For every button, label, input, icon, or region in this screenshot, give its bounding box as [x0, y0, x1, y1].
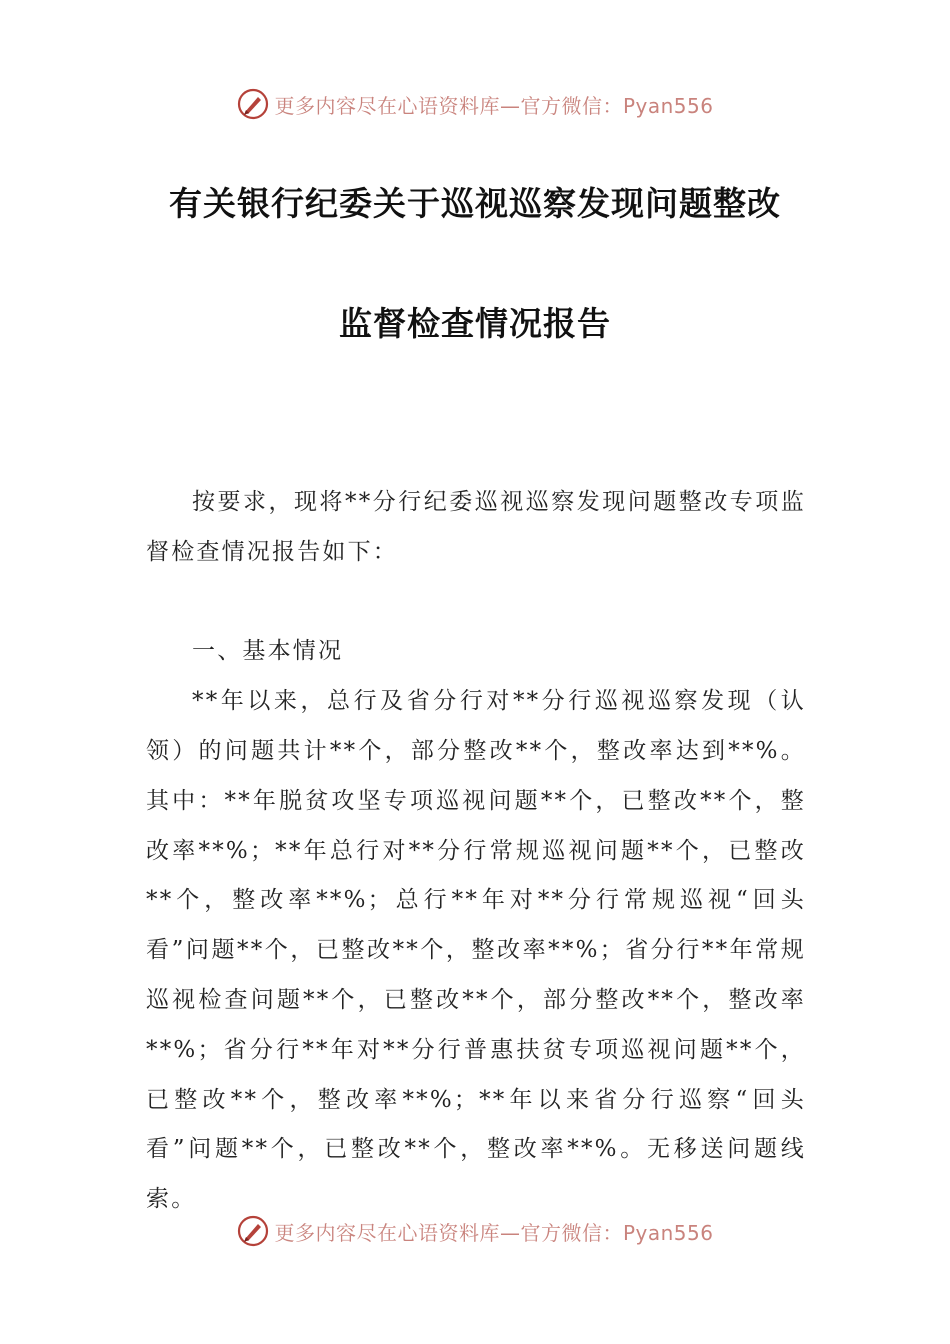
section1-heading: 一、基本情况	[192, 638, 344, 665]
document-title-line1: 有关银行纪委关于巡视巡察发现问题整改	[169, 184, 781, 223]
watermark-banner-bottom	[0, 1211, 950, 1251]
watermark-text: 更多内容尽在心语资料库—官方微信：Pyan556	[274, 1220, 714, 1245]
pen-circle-logo-icon	[236, 87, 270, 121]
document-body	[146, 478, 806, 1225]
document-title-line2: 监督检查情况报告	[339, 304, 611, 343]
watermark-text: 更多内容尽在心语资料库—官方微信：Pyan556	[274, 93, 714, 118]
intro-paragraph: 按要求，现将**分行纪委巡视巡察发现问题整改专项监督检查情况报告如下：	[146, 489, 806, 565]
watermark-banner-top	[0, 84, 950, 124]
pen-circle-logo-icon	[236, 1214, 270, 1248]
section1-paragraph: **年以来，总行及省分行对**分行巡视巡察发现（认领）的问题共计**个，部分整改**个，整改率达到**%。其中：**年脱贫攻坚专项巡视问题**个，已整改**个，整改率**%；**年总行对**分行常规巡视问题**个，已整改**个，整改率**%；总行**年对**分行常规巡视“回头看”问题**个，已整改**个，整改率**%；省分行**年常规巡视检查问题**个，已整改**个，部分整改**个，整改率**%；省分行**年对**分行普惠扶贫专项巡视问题**个，已整改**个，整改率**%；**年以来省分行巡察“回头看”问题**个，已整改**个，整改率**%。无移送问题线索。	[146, 688, 806, 1213]
